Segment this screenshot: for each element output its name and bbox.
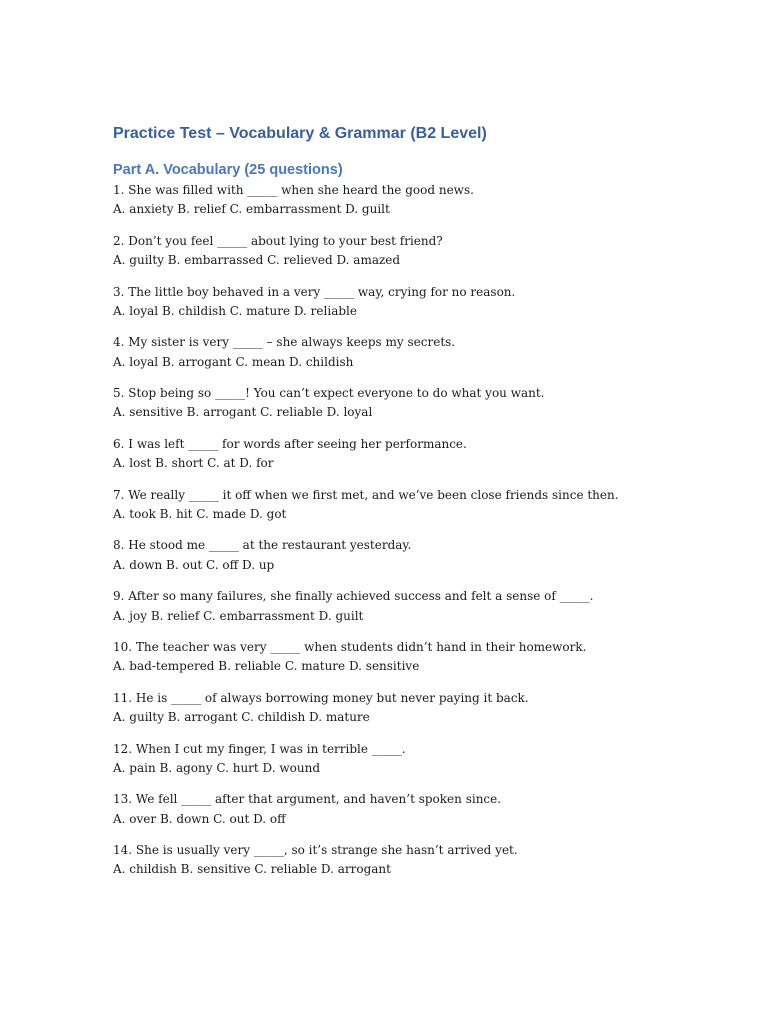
question-item: [113, 841, 713, 880]
question-stem: 5. Stop being so _____! You can’t expect everyone to do what you want.: [113, 386, 545, 401]
question-item: [113, 283, 713, 322]
question-item: [113, 740, 713, 779]
question-stem: 3. The little boy behaved in a very _____ way, crying for no reason.: [113, 284, 516, 299]
question-stem: 2. Don’t you feel _____ about lying to your best friend?: [113, 233, 443, 248]
question-stem: 12. When I cut my finger, I was in terrible _____.: [113, 741, 406, 756]
question-options: A. took B. hit C. made D. got: [113, 506, 287, 521]
question-options: A. loyal B. childish C. mature D. reliable: [113, 303, 357, 318]
question-options: A. anxiety B. relief C. embarrassment D. guilt: [113, 202, 390, 217]
question-item: [113, 486, 713, 525]
question-item: [113, 689, 713, 728]
question-stem: 4. My sister is very _____ – she always keeps my secrets.: [113, 335, 456, 350]
question-stem: 10. The teacher was very _____ when students didn’t hand in their homework.: [113, 640, 587, 655]
question-stem: 6. I was left _____ for words after seeing her performance.: [113, 436, 467, 451]
question-stem: 7. We really _____ it off when we first met, and we’ve been close friends since then.: [113, 487, 619, 502]
question-options: A. guilty B. embarrassed C. relieved D. amazed: [113, 253, 401, 268]
question-options: A. bad-tempered B. reliable C. mature D. sensitive: [113, 659, 420, 674]
question-options: A. lost B. short C. at D. for: [113, 456, 274, 471]
question-options: A. guilty B. arrogant C. childish D. mature: [113, 710, 370, 725]
document-title: Practice Test – Vocabulary & Grammar (B2 Level): [113, 125, 487, 142]
question-options: A. over B. down C. out D. off: [113, 811, 286, 826]
question-stem: 13. We fell _____ after that argument, and haven’t spoken since.: [113, 792, 502, 807]
question-stem: 1. She was filled with _____ when she heard the good news.: [113, 183, 474, 197]
question-stem: 14. She is usually very _____, so it’s strange she hasn’t arrived yet.: [113, 843, 518, 858]
question-item: [113, 333, 713, 372]
question-options: A. sensitive B. arrogant C. reliable D. loyal: [113, 405, 373, 420]
question-item: [113, 790, 713, 829]
question-options: A. joy B. relief C. embarrassment D. guilt: [113, 608, 364, 623]
question-stem: 8. He stood me _____ at the restaurant yesterday.: [113, 538, 412, 553]
section-heading: Part A. Vocabulary (25 questions): [113, 162, 343, 178]
question-item: [113, 435, 713, 474]
question-item: [113, 536, 713, 575]
question-stem: 11. He is _____ of always borrowing money but never paying it back.: [113, 690, 529, 705]
question-item: [113, 181, 713, 220]
question-options: A. childish B. sensitive C. reliable D. arrogant: [113, 862, 391, 877]
question-stem: 9. After so many failures, she finally achieved success and felt a sense of _____.: [113, 589, 594, 604]
question-item: [113, 232, 713, 271]
question-options: A. pain B. agony C. hurt D. wound: [113, 760, 321, 775]
question-options: A. down B. out C. off D. up: [113, 557, 275, 572]
question-item: [113, 638, 713, 677]
question-item: [113, 384, 713, 423]
question-options: A. loyal B. arrogant C. mean D. childish: [113, 354, 354, 369]
question-item: [113, 587, 713, 626]
question-list: [113, 181, 713, 880]
document-content: [113, 122, 713, 892]
